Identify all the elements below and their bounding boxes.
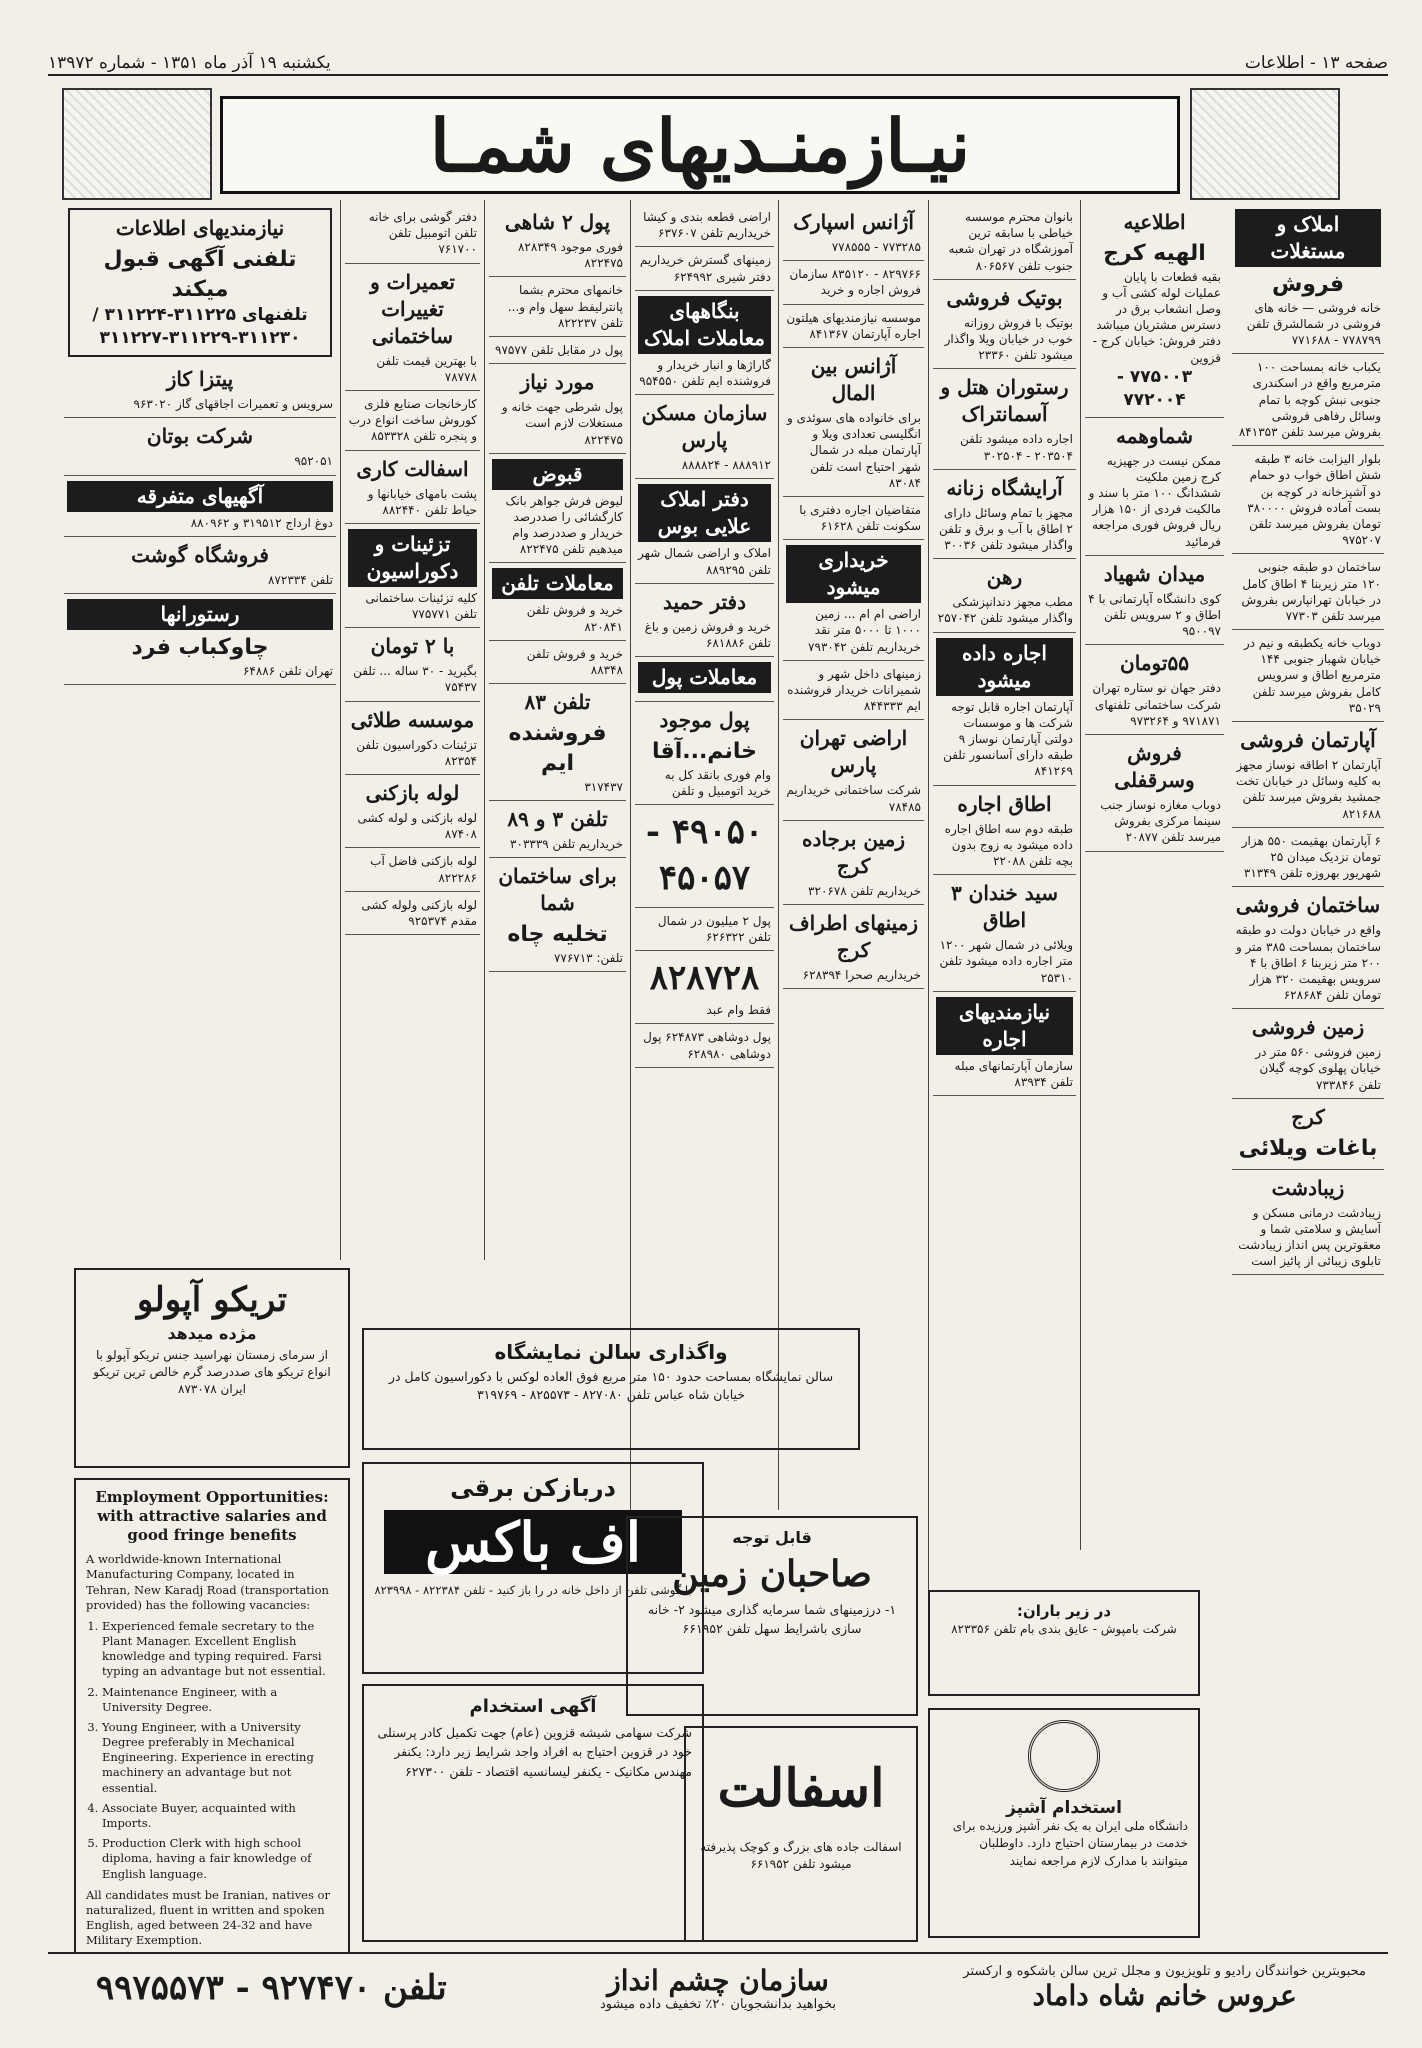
- ad-text: کارخانجات صنایع فلزی کوروش ساخت انواع درب و پنجره تلفن ۸۵۳۳۲۸: [348, 396, 477, 444]
- hiring-ad: [362, 1684, 704, 1942]
- classified-ad: [345, 451, 480, 524]
- efbox-title: دربازکن برقی: [450, 1474, 616, 1502]
- ad-heading: رستوران هتل و آسمانتراک: [940, 375, 1069, 427]
- classified-ad: [1232, 204, 1384, 354]
- classified-ad: [783, 661, 924, 721]
- ad-text: دفتر جهان نو ستاره تهران شرکت ساختمانی تلفنهای ۹۷۱۸۷۱ و ۹۷۳۲۶۴: [1092, 681, 1221, 728]
- roofing-text: شرکت بامپوش - عایق بندی بام تلفن ۸۲۳۳۵۶: [951, 1622, 1177, 1636]
- classified-ad: [635, 951, 774, 1024]
- classified-ad: [345, 848, 480, 891]
- header-page: صفحه ۱۳ - اطلاعات: [1244, 53, 1388, 73]
- ad-heading: اطاق اجاره: [957, 791, 1052, 816]
- efbox-brand: اف باکس: [384, 1510, 682, 1574]
- tricot-subtitle: مژده میدهد: [167, 1324, 257, 1343]
- ad-text: بانوان محترم موسسه خیاطی با سابقه ترین آموزشگاه در تهران شعبه جنوب تلفن ۸۰۶۵۶۷: [948, 210, 1073, 273]
- classified-ad: [933, 633, 1076, 786]
- ad-heading: آژانس اسپارک: [793, 210, 914, 234]
- column-karaj: [1080, 200, 1228, 1550]
- classified-ad: [489, 563, 626, 640]
- ad-text: سازمان آپارتمانهای مبله تلفن ۸۳۹۳۴: [954, 1058, 1073, 1089]
- classified-ad: [635, 908, 774, 951]
- section-banner: [220, 96, 1180, 194]
- classified-ad: [1232, 1099, 1384, 1170]
- ad-heading: رستورانها: [67, 599, 333, 630]
- footer-cheshmandaz: [495, 1964, 942, 2012]
- ad-text: دفتر گوشی برای خانه تلفن اتومبیل تلفن ۷۶۱۷۰۰: [368, 210, 477, 257]
- classified-ad: [345, 775, 480, 848]
- ad-subheading: باغات ویلائی: [1238, 1135, 1378, 1161]
- classified-ad: [783, 540, 924, 661]
- classified-ad: [783, 204, 924, 261]
- ad-text: مجهز با تمام وسائل دارای ۲ اطاق با آب و برق و تلفن واگذار میشود تلفن ۳۰۰۳۶: [938, 505, 1073, 553]
- classified-ad: [635, 702, 774, 805]
- ad-text: با بهترین قیمت تلفن ۷۸۷۷۸: [376, 353, 477, 384]
- column-rentals: [928, 200, 1080, 1600]
- ad-heading: لوله بازکنی: [365, 781, 460, 805]
- classified-ad: [489, 801, 626, 858]
- classified-ad: [1085, 204, 1224, 418]
- ad-heading: دفتر حمید: [663, 589, 746, 614]
- ad-text: خریداریم تلفن ۳۰۳۳۳۹: [510, 836, 623, 851]
- ad-text: طبقه دوم سه اطاق اجاره داده میشود به زوج بدون بچه تلفن ۲۲۰۸۸: [944, 821, 1073, 868]
- classified-ad: [68, 208, 332, 357]
- classified-ad: [783, 497, 924, 540]
- land-title: قابل توجه: [732, 1528, 812, 1547]
- classified-ad: [489, 364, 626, 454]
- ad-heading: ساختمان فروشی: [1235, 893, 1381, 918]
- ad-heading: تلفن ۳ و ۸۹: [507, 806, 608, 831]
- ad-text: پشت بامهای خیابانها و حیاط تلفن ۸۸۲۴۴۰: [367, 486, 477, 517]
- classified-ad: [489, 277, 626, 337]
- ad-subheading: فروشنده ایم: [508, 721, 607, 776]
- ad-text: واقع در خیابان دولت دو طبقه ساختمان بمساحت ۳۸۵ متر و ۲۰۰ متر زیربنا ۶ اطاق با ۴ سرویس بهقیمت ۳۲۰ هزار تومان تلفن ۶۲۸۶۸۴: [1235, 923, 1381, 1003]
- classified-ad: [64, 418, 336, 475]
- asphalt-text: اسفالت جاده های بزرگ و کوچک پذیرفته میشود تلفن ۶۶۱۹۵۲: [700, 1840, 902, 1872]
- classified-ad: [1232, 887, 1384, 1009]
- ad-text: ۸۲۹۷۶۶ - ۸۳۵۱۲۰ سازمان فروش اجاره و خرید: [789, 267, 921, 298]
- ad-text: ۷۷۳۲۸۵ - ۷۷۸۵۵۵: [831, 240, 921, 254]
- classified-ad: [933, 559, 1076, 632]
- ad-heading: پول ۲ شاهی: [504, 210, 611, 234]
- classified-ad: [1232, 554, 1384, 630]
- classified-ad: [783, 261, 924, 304]
- ad-text: بلوار الیزابت خانه ۳ طبقه شش اطاق خواب دو حمام دو آشپزخانه در کوچه بن بست آماده فروش ۳۸۰۰۰۰ تومان بفروش میرسد تلفن ۹۷۵۲۰۷: [1247, 452, 1381, 548]
- english-intro: A worldwide-known International Manufacturing Company, located in Tehran, New Karadj Road (transportation provided) has the following vacancies:: [86, 1552, 329, 1612]
- ad-text: خرید و فروش تلفن ۸۸۳۴۸: [526, 646, 623, 677]
- ad-text: خانه فروشی — خانه های فروشی در شمالشرق تلفن ۷۷۸۷۹۹ - ۷۷۱۶۸۸: [1246, 300, 1381, 348]
- ad-heading: شماوهمه: [1116, 423, 1193, 448]
- ad-heading: تزئینات و دکوراسیون: [348, 529, 477, 587]
- ad-text: زمینهای داخل شهر و شمیرانات خریدار فروشنده ایم ۸۴۴۳۳۳: [787, 666, 921, 714]
- roofing-ad: [928, 1590, 1200, 1696]
- cook-text: دانشگاه ملی ایران به یک نفر آشپز ورزیده برای خدمت در بیمارستان احتیاج دارد. داوطلبان میتوانند با مدارک لازم مراجعه نمایند: [952, 1819, 1188, 1868]
- classified-ad: [1232, 446, 1384, 554]
- column-services: [340, 200, 484, 1260]
- ad-heading: اراضی تهران پارس: [799, 726, 908, 778]
- column-loans: [484, 200, 630, 1260]
- ad-text: دوباب مغازه نوساز جنب سینما مرکزی بفروش میرسد تلفن ۲۰۸۷۷: [1100, 797, 1221, 845]
- ad-text: پول شرطی جهت خانه و مستغلات لازم است ۸۲۲۴۷۵: [501, 400, 623, 447]
- english-title: Employment Opportunities: with attractive salaries and good fringe benefits: [95, 1488, 329, 1544]
- tricot-title: تریکو آپولو: [136, 1280, 288, 1320]
- classified-ad: [783, 720, 924, 820]
- ad-text: گاراژها و انبار خریدار و فروشنده ایم تلفن ۹۵۴۵۵۰: [639, 357, 771, 388]
- ad-text: سرویس و تعمیرات اجاقهای گاز ۹۶۳۰۲۰: [133, 397, 333, 412]
- english-vacancy-item: 4. Associate Buyer, acquainted with Imports.: [102, 1801, 338, 1831]
- ad-text: زمین فروشی ۵۶۰ متر در خیابان پهلوی کوچه گیلان تلفن ۷۳۳۸۴۶: [1255, 1045, 1381, 1092]
- classified-ad: [783, 348, 924, 497]
- asphalt-title: اسفالت: [717, 1758, 885, 1819]
- classified-ad: [1232, 722, 1384, 828]
- column-ittelaat: [60, 200, 340, 1260]
- banner-illustration-right: [1190, 88, 1340, 200]
- ad-heading: آگهیهای متفرقه: [67, 481, 333, 512]
- classified-ad: [1085, 735, 1224, 852]
- ad-big-number: ۴۹۰۵۰ - ۴۵۰۵۷: [645, 812, 764, 899]
- ad-heading: سید خندان ۳ اطاق: [950, 881, 1059, 933]
- land-owners-ad: [626, 1516, 918, 1716]
- ad-text: خریداریم صحرا ۶۲۸۳۹۴: [802, 967, 921, 982]
- classified-ad: [489, 858, 626, 972]
- ad-heading: سازمان مسکن پارس: [641, 401, 768, 453]
- ad-text: کلیه تزئینات ساختمانی تلفن ۷۷۵۷۷۱: [365, 590, 477, 622]
- classified-ad: [1085, 418, 1224, 556]
- ad-heading: بنگاههای معاملات املاک: [638, 296, 771, 354]
- ad-text: خرید و فروش زمین و باغ تلفن ۶۸۱۸۸۶: [644, 619, 771, 650]
- classified-ad: [635, 395, 774, 479]
- ad-text: فوری موجود ۸۲۸۳۴۹ ۸۲۲۴۷۵: [517, 240, 623, 271]
- english-note: All candidates must be Iranian, natives or naturalized, fluent in written and spoken English, aged between 24-32 and have Military Exemption.: [86, 1887, 330, 1948]
- ad-text: آپارتمان اجاره قابل توجه شرکت ها و موسسات دولتی آپارتمان نوساز ۹ طبقه دارای آسانسور تلفن ۸۴۱۲۶۹: [943, 699, 1073, 779]
- page-header: [48, 52, 1388, 76]
- hiring-text: شرکت سهامی شیشه قزوین (عام) جهت تکمیل کادر پرسنلی خود در قزوین احتیاج به افراد واجد شرایط زیر دارد: یکنفر مهندس مکانیک - یکنفر لیسانسیه اقتصاد - تلفن ۶۲۷۳۰۰: [377, 1725, 692, 1779]
- classified-ad: [635, 584, 774, 657]
- classified-ad: [489, 204, 626, 277]
- ad-heading: زمین فروشی: [1251, 1015, 1365, 1040]
- ad-text: ساختمان دو طبقه جنوبی ۱۲۰ متر زیربنا ۴ اطاق کامل در خیابان تهرانپارس بفروش میرسد تلفن ۷۷۳۰۳: [1241, 560, 1381, 623]
- ad-text: لیوض فرش جواهر بانک کارگشائی را صددرصد خریدار و صددرصد وام میدهیم تلفن ۸۲۲۴۷۵: [505, 493, 623, 557]
- ad-text: بقیه قطعات با پایان عملیات لوله کشی آب و وصل انشعاب برق در دسترس مشتریان میباشد دفتر فروش: خیابان کرج - قزوین: [1092, 269, 1221, 365]
- ad-heading: پول موجود: [659, 708, 750, 733]
- ad-heading: موسسه طلائی: [350, 707, 475, 732]
- ad-subheading: تخلیه چاه: [507, 921, 608, 947]
- classified-ad: [345, 628, 480, 701]
- ad-heading: زیبادشت: [1271, 1175, 1345, 1200]
- hiring-title: آگهی استخدام: [469, 1696, 597, 1717]
- page-footer: [48, 1952, 1388, 2022]
- ad-heading: نیازمندیهای اطلاعات: [115, 216, 285, 240]
- ad-big-number: ۸۲۸۷۲۸: [649, 958, 760, 999]
- ad-text: اراضی قطعه بندی و کیشا خریداریم تلفن ۶۳۷۶۰۷: [643, 210, 771, 241]
- classified-ad: [1232, 1009, 1384, 1099]
- classified-ad: [933, 204, 1076, 280]
- ad-text: ۹۵۲۰۵۱: [294, 454, 333, 469]
- banner-illustration-left: [62, 88, 212, 200]
- ad-subheading: الهیه کرج: [1103, 241, 1206, 266]
- ad-heading: برای ساختمان شما: [498, 863, 617, 915]
- classified-ad: [489, 454, 626, 564]
- classified-ad: [783, 305, 924, 348]
- classified-ad: [933, 875, 1076, 992]
- ad-phones: تلفنهای ۳۱۱۲۲۵-۳۱۱۲۲۴ / ۳۱۱۲۳۰-۳۱۱۲۲۹-۳۱۱۲۲۷: [92, 305, 308, 349]
- ad-heading: زمینهای اطراف کرج: [788, 910, 919, 962]
- ad-text: ۳۱۷۴۳۷: [584, 779, 623, 794]
- footer-cheshmandaz-sub: بخواهید بدانشجویان ۲۰٪ تخفیف داده میشود: [599, 1997, 836, 2012]
- ad-heading: فروشگاه گوشت: [131, 542, 269, 567]
- ad-heading: دفتر املاک علایی بوس: [638, 484, 771, 542]
- ad-text: تهران تلفن ۶۴۸۸۶: [242, 663, 333, 678]
- land-text: ۱- درزمینهای شما سرمایه گذاری میشود ۲- خانه سازی باشرایط سهل تلفن ۶۶۱۹۵۲: [647, 1602, 897, 1636]
- ad-text: متقاضیان اجاره دفتری با سکونت تلفن ۶۱۶۲۸: [799, 502, 921, 534]
- classified-ad: [64, 537, 336, 594]
- ad-text: خانمهای محترم بشما پانترلیفط سهل وام و... تلفن ۸۲۲۲۳۷: [507, 283, 623, 330]
- classified-ad: [635, 204, 774, 247]
- classified-ad: [345, 892, 480, 935]
- ad-text: اراضی ام ام ... زمین ۱۰۰۰ تا ۵۰۰۰ متر نقد خریداریم تلفن ۷۹۳۰۴۲: [808, 607, 921, 654]
- ad-heading: کرج: [1291, 1104, 1325, 1129]
- ad-heading: فروش وسرقفلی: [1114, 740, 1195, 792]
- footer-phone-number: تلفن ۹۲۷۴۷۰ - ۹۹۷۵۵۷۳: [95, 1968, 447, 2008]
- ad-heading: مورد نیاز: [520, 370, 595, 395]
- cook-title: استخدام آشپز: [1006, 1798, 1122, 1818]
- ad-heading: با ۲ تومان: [370, 634, 455, 659]
- ad-heading: ۵۵تومان: [1120, 651, 1189, 676]
- classified-ad: [345, 702, 480, 775]
- classified-ad: [933, 470, 1076, 560]
- ad-text: تلفن: ۷۷۶۷۱۳: [553, 950, 623, 965]
- footer-wedding-title: عروس خانم شاه داماد: [1032, 1979, 1297, 2012]
- ad-text: زمینهای گسترش خریداریم دفتر شیری ۶۲۴۹۹۲: [639, 253, 771, 284]
- classified-ad: [635, 657, 774, 702]
- ad-text: موسسه نیازمندیهای هیلتون اجاره آپارتمان ۸۴۱۳۶۷: [786, 310, 921, 341]
- footer-cheshmandaz-title: سازمان چشم انداز: [607, 1964, 829, 1997]
- classified-ad: [1232, 828, 1384, 888]
- classified-ad: [1085, 645, 1224, 735]
- ad-text: تلفن ۸۷۲۳۳۴: [267, 572, 333, 587]
- classified-ad: [635, 291, 774, 395]
- ad-text: تزئینات دکوراسیون تلفن ۸۲۳۵۴: [356, 737, 477, 768]
- ad-subheading: چاوکباب فرد: [131, 635, 269, 660]
- ad-heading: اسفالت کاری: [356, 456, 469, 481]
- ad-text: دوغ ارداج ۳۱۹۵۱۲ و ۸۸۰۹۶۲: [190, 515, 333, 530]
- ad-heading: میدان شهیاد: [1103, 561, 1206, 586]
- classified-ad: [1232, 630, 1384, 722]
- ad-text: وام فوری بانقد کل به خرید اتومبیل و تلفن: [664, 767, 771, 798]
- ad-heading: خریداری میشود: [786, 545, 921, 603]
- classified-ad: [933, 280, 1076, 370]
- ad-text: خریداریم تلفن ۳۲۰۶۷۸: [808, 883, 921, 898]
- classified-ad: [345, 264, 480, 391]
- classified-ad: [489, 684, 626, 801]
- footer-wedding: [941, 1964, 1388, 2012]
- ad-text: مطب مجهز دندانپزشکی واگذار میشود تلفن ۲۵۷۰۴۲: [937, 595, 1073, 626]
- ad-phone: ۷۷۵۰۰۳ - ۷۷۲۰۰۴: [1116, 366, 1193, 410]
- classified-ad: [489, 641, 626, 684]
- ad-text: برای خانواده های سوئدی و انگلیسی تعدادی ویلا و آپارتمان مبله در شمال شهر احتیاج است تلفن ۸۳۰۸۴: [787, 410, 921, 490]
- ad-subheading: تلفنی آگهی قبول میکند: [103, 247, 297, 302]
- classified-ad: [933, 786, 1076, 876]
- ad-subheading: فروش: [1271, 272, 1345, 297]
- ad-heading: تلفن ۸۳: [524, 690, 591, 715]
- ad-text: شرکت ساختمانی خریداریم ۷۸۴۸۵: [786, 783, 921, 814]
- english-employment-ad: [74, 1478, 350, 1954]
- classified-ad: [489, 337, 626, 364]
- footer-phone: [48, 1968, 495, 2008]
- ad-heading: معاملات تلفن: [492, 568, 623, 599]
- roofing-title: در زیر باران:: [1016, 1602, 1112, 1620]
- classified-ad: [345, 524, 480, 628]
- ad-text: زیبادشت درمانی مسکن و آسایش و سلامتی شما و معقوترین پس انداز زیبادشت تابلوی زیبائی از پائیز است: [1238, 1205, 1381, 1269]
- efbox-text: با گوشی تلفن از داخل خانه در را باز کنید - تلفن ۸۲۲۳۸۴ - ۸۲۳۹۹۸: [374, 1583, 692, 1597]
- classified-ad: [635, 1024, 774, 1067]
- ad-subheading: خانم...آقا: [652, 739, 757, 765]
- classified-ad: [635, 247, 774, 290]
- ad-text: املاک و اراضی شمال شهر تلفن ۸۸۹۲۹۵: [638, 546, 771, 577]
- column-money: [630, 200, 778, 1510]
- classified-ad: [933, 992, 1076, 1096]
- ad-heading: اجاره داده میشود: [936, 638, 1073, 696]
- salon-title: واگذاری سالن نمایشگاه: [494, 1340, 728, 1364]
- classified-ad: [345, 204, 480, 264]
- ad-text: لوله بازکنی فاضل آب ۸۲۲۲۸۶: [370, 854, 477, 885]
- english-vacancy-item: 1. Experienced female secretary to the Plant Manager. Excellent English knowledge and typing required. Farsi typing an advantage but not essential.: [102, 1619, 338, 1680]
- ad-heading: تعمیرات و تغییرات ساختمانی: [370, 269, 455, 348]
- classified-ad: [635, 479, 774, 583]
- asphalt-ad: [684, 1726, 918, 1942]
- ad-text: پول دوشاهی ۶۲۴۸۷۳ پول دوشاهی ۶۲۸۹۸۰: [643, 1030, 771, 1061]
- english-vacancy-list: [86, 1619, 338, 1882]
- university-seal-icon: [1028, 1720, 1100, 1792]
- ad-text: لوله بازکنی ولوله کشی مقدم ۹۲۵۳۷۴: [361, 897, 477, 928]
- ad-heading: زمین برجاده کرج: [801, 826, 906, 878]
- ad-heading: آرایشگاه زنانه: [946, 475, 1063, 500]
- ad-heading: املاک و مستغلات: [1235, 209, 1381, 267]
- ad-heading: قبوض: [492, 459, 623, 490]
- banner-title: نیـازمنـدیهای شمـا: [429, 102, 971, 188]
- classified-ad: [1085, 556, 1224, 646]
- ad-text: اجاره داده میشود تلفن ۲۰۳۵۰۴ - ۳۰۲۵۰۴: [959, 432, 1073, 463]
- ad-heading: اطلاعیه: [1123, 210, 1186, 234]
- tricot-apollo-ad: [74, 1268, 350, 1468]
- header-date: یکشنبه ۱۹ آذر ماه ۱۳۵۱ - شماره ۱۳۹۷۲: [48, 53, 331, 73]
- column-real-estate: [1228, 200, 1388, 1946]
- cook-hiring-ad: [928, 1708, 1200, 1938]
- salon-ad: [362, 1328, 860, 1450]
- english-vacancy-item: 3. Young Engineer, with a University Degree preferably in Mechanical Engineering. Experience in erecting machinery an advantage but not essential.: [102, 1720, 338, 1796]
- ad-heading: رهن: [986, 565, 1023, 590]
- ad-text: خرید و فروش تلفن ۸۲۰۸۴۱: [526, 603, 623, 634]
- ad-text: یکباب خانه بمساحت ۱۰۰ مترمربع واقع در اسکندری جنوبی نبش کوچه با تمام وسائل رفاهی فروشی بفروش میرسد تلفن ۸۴۱۳۵۳: [1238, 360, 1381, 439]
- column-buyers: [778, 200, 928, 1510]
- ad-text: پول در مقابل تلفن ۹۷۵۷۷: [495, 342, 623, 357]
- ad-heading: پیتزا کاز: [166, 367, 234, 392]
- ad-text: فقط وام عبد: [706, 1003, 771, 1018]
- ad-text: لوله بازکنی و لوله کشی ۸۷۴۰۸: [357, 811, 477, 842]
- ad-text: پول ۲ میلیون در شمال تلفن ۶۲۶۳۲۲: [657, 913, 771, 945]
- classified-ad: [1232, 354, 1384, 446]
- classified-ad: [933, 369, 1076, 469]
- classified-ad: [783, 905, 924, 989]
- ad-text: بوتیک با فروش روزانه خوب در خیابان ویلا واگذار میشود تلفن ۲۳۳۶۰: [944, 315, 1073, 363]
- classified-ad: [64, 361, 336, 418]
- ad-heading: آژانس بین المال: [810, 353, 897, 405]
- classified-ad: [783, 821, 924, 905]
- classified-ad: [64, 594, 336, 685]
- ad-heading: نیازمندیهای اجاره: [936, 997, 1073, 1055]
- classified-ad: [1232, 1170, 1384, 1276]
- ad-text: ممکن نیست در جهیزیه کرج زمین ملکیت ششدانگ ۱۰۰ متر با سند و مالکیت فردی از ۱۵۰ هزار ریال فروش فوری مراجعه فرمائید: [1088, 453, 1221, 549]
- classified-ad: [635, 805, 774, 908]
- ad-text: آپارتمان ۲ اطاقه نوساز مجهز به کلیه وسائل در خیابان تخت جمشید بفروش میرسد تلفن ۸۲۱۶۸۸: [1235, 758, 1381, 821]
- ad-text: بگیرید - ۳۰ ساله ... تلفن ۷۵۴۳۷: [353, 664, 477, 695]
- english-vacancy-item: 5. Production Clerk with high school diploma, having a fair knowledge of English language.: [102, 1836, 338, 1882]
- ad-text: ۶ آپارتمان بهقیمت ۵۵۰ هزار تومان نزدیک میدان ۲۵ شهریور بهروزه تلفن ۳۱۳۴۹: [1241, 833, 1381, 881]
- ad-text: کوی دانشگاه آپارتمانی با ۴ اطاق و ۲ سرویس تلفن ۹۵۰۰۹۷: [1088, 591, 1221, 639]
- ad-heading: شرکت بوتان: [146, 424, 254, 449]
- ad-text: دوباب خانه یکطبقه و نیم در خیابان شهباز جنوبی ۱۴۴ مترمربع اطاق و سرویس کامل بفروش میرسد تلفن ۳۵۰۲۹: [1243, 636, 1381, 715]
- ad-heading: بوتیک فروشی: [946, 285, 1063, 310]
- ad-heading: معاملات پول: [638, 662, 771, 693]
- ad-heading: آپارتمان فروشی: [1240, 728, 1376, 752]
- classified-ad: [64, 476, 336, 537]
- land-headline: صاحبان زمین: [672, 1553, 872, 1595]
- ad-text: ویلائی در شمال شهر ۱۲۰۰ متر اجاره داده میشود تلفن ۲۵۳۱۰: [939, 938, 1073, 985]
- footer-wedding-sub: محبوبترین خوانندگان رادیو و تلویزیون و مجلل ترین سالن باشکوه و ارکستر: [963, 1964, 1367, 1979]
- tricot-text: از سرمای زمستان نهراسید جنس تریکو آپولو با انواع تریکو های صددرصد گرم خالص ترین تریکو ایران ۸۷۳۰۷۸: [93, 1348, 331, 1396]
- ad-text: ۸۸۸۹۱۲ - ۸۸۸۸۲۴: [681, 458, 771, 473]
- salon-text: سالن نمایشگاه بمساحت حدود ۱۵۰ متر مربع فوق العاده لوکس با دکوراسیون کامل در خیابان شاه عباس تلفن ۸۲۷۰۸۰ - ۸۲۵۵۷۳ - ۳۱۹۷۶۹: [388, 1369, 834, 1403]
- english-vacancy-item: 2. Maintenance Engineer, with a University Degree.: [102, 1685, 338, 1715]
- classified-ad: [345, 391, 480, 451]
